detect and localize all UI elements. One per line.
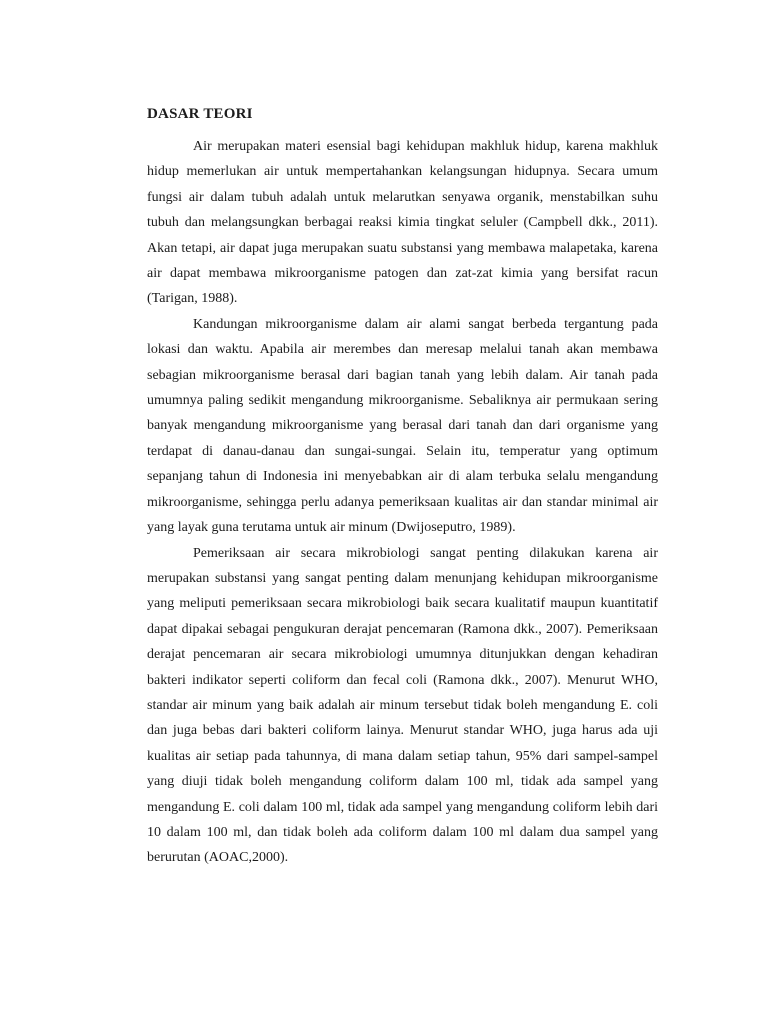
paragraph-2: Kandungan mikroorganisme dalam air alami sangat berbeda tergantung pada lokasi dan waktu. Apabila air merembes dan meresap melalui tanah akan membawa sebagian mikroorganisme berasal dari bagian tanah yang lebih dalam. Air tanah pada umumnya paling sedikit mengandung mikroorganisme. Sebaliknya air permukaan sering banyak mengandung mikroorganisme yang berasal dari tanah dan dari organisme yang terdapat di danau-danau dan sungai-sungai. Selain itu, temperatur yang optimum sepanjang tahun di Indonesia ini menyebabkan air di alam terbuka selalu mengandung mikroorganisme, sehingga perlu adanya pemeriksaan kualitas air dan standar minimal air yang layak guna terutama untuk air minum (Dwijoseputro, 1989). — [147, 316, 658, 536]
paragraph-3: Pemeriksaan air secara mikrobiologi sangat penting dilakukan karena air merupakan substansi yang sangat penting dalam menunjang kehidupan mikroorganisme yang meliputi pemeriksaan secara mikrobiologi baik secara kualitatif maupun kuantitatif dapat dipakai sebagai pengukuran derajat pencemaran (Ramona dkk., 2007). Pemeriksaan derajat pencemaran air secara mikrobiologi umumnya ditunjukkan dengan kehadiran bakteri indikator seperti coliform dan fecal coli (Ramona dkk., 2007). Menurut WHO, standar air minum yang baik adalah air minum tersebut tidak boleh mengandung E. coli dan juga bebas dari bakteri coliform lainya. Menurut standar WHO, juga harus ada uji kualitas air setiap pada tahunnya, di mana dalam setiap tahun, 95% dari sampel-sampel yang diuji tidak boleh mengandung coliform dalam 100 ml, tidak ada sampel yang mengandung E. coli dalam 100 ml, tidak ada sampel yang mengandung coliform lebih dari 10 dalam 100 ml, dan tidak boleh ada coliform dalam 100 ml dalam dua sampel yang berurutan (AOAC,2000). — [147, 545, 658, 866]
paragraph-1: Air merupakan materi esensial bagi kehidupan makhluk hidup, karena makhluk hidup memerlukan air untuk mempertahankan kelangsungan hidupnya. Secara umum fungsi air dalam tubuh adalah untuk melarutkan senyawa organik, menstabilkan suhu tubuh dan melangsungkan berbagai reaksi kimia tingkat seluler (Campbell dkk., 2011). Akan tetapi, air dapat juga merupakan suatu substansi yang membawa malapetaka, karena air dapat membawa mikroorganisme patogen dan zat-zat kimia yang bersifat racun (Tarigan, 1988). — [147, 139, 658, 307]
document-body — [147, 134, 658, 871]
section-heading: DASAR TEORI — [147, 106, 253, 122]
